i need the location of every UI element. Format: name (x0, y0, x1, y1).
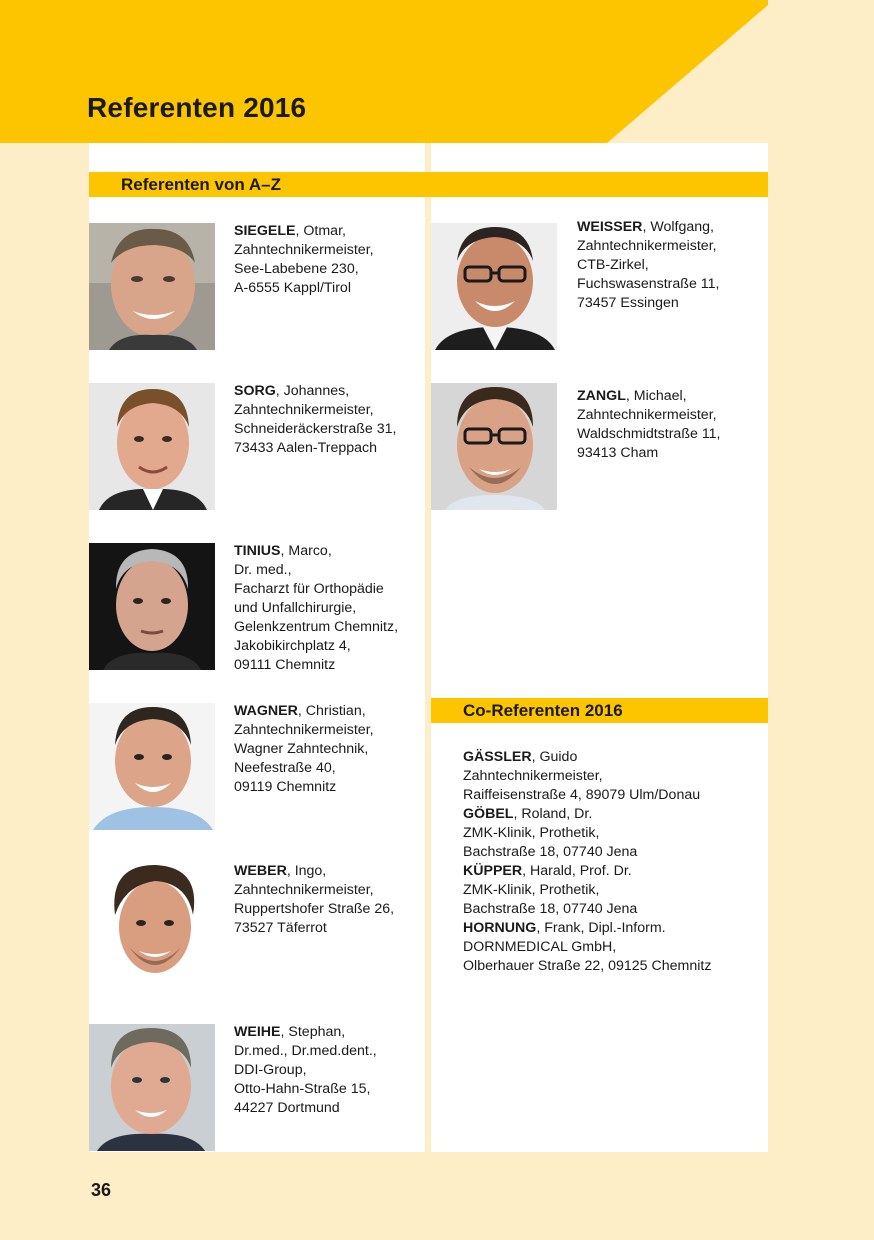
address-line: DORNMEDICAL GmbH, (463, 939, 617, 955)
referent-info (234, 542, 398, 675)
address-line: Zahntechnikermeister, (577, 238, 717, 254)
referent-surname: WEISSER (577, 219, 643, 235)
referent-heading (577, 387, 721, 406)
referent-surname: SIEGELE (234, 223, 296, 239)
address-line: Zahntechnikermeister, (463, 768, 603, 784)
referent-info (234, 382, 396, 458)
address-line: A-6555 Kappl/Tirol (234, 280, 351, 296)
address-line: Dr.med., Dr.med.dent., (234, 1043, 377, 1059)
referent-heading (234, 702, 374, 721)
page-title: Referenten 2016 (87, 92, 307, 123)
referent-info (577, 218, 719, 313)
address-line: Raiffeisenstraße 4, 89079 Ulm/Donau (463, 787, 701, 803)
referent-info (577, 387, 721, 463)
address-line: See-Labebene 230, (234, 261, 359, 277)
referent-firstname: , Ingo, (286, 863, 327, 879)
co-referent-surname: HORNUNG (463, 920, 537, 936)
referent-firstname: , Michael, (625, 388, 687, 404)
address-line: 73433 Aalen-Treppach (234, 440, 378, 456)
address-line: 09111 Chemnitz (234, 657, 336, 673)
referent-surname: WAGNER (234, 703, 298, 719)
referent-surname: WEIHE (234, 1024, 281, 1040)
co-referenten-list (463, 748, 711, 976)
portrait-photo (89, 1024, 215, 1151)
co-referent-firstname: , Guido (531, 749, 578, 765)
address-line: Waldschmidtstraße 11, (577, 426, 721, 442)
address-line: ZMK-Klinik, Prothetik, (463, 882, 600, 898)
address-line: Gelenkzentrum Chemnitz, (234, 619, 399, 635)
referent-heading (234, 1023, 377, 1042)
address-line: Fuchswasenstraße 11, (577, 276, 720, 292)
referent-info (234, 1023, 377, 1118)
address-line: Dr. med., (234, 562, 292, 578)
address-line: Zahntechnikermeister, (234, 882, 374, 898)
referent-surname: WEBER (234, 863, 287, 879)
address-line: DDI-Group, (234, 1062, 307, 1078)
address-line: Otto-Hahn-Straße 15, (234, 1081, 371, 1097)
portrait-photo (89, 703, 215, 830)
address-line: Wagner Zahntechnik, (234, 741, 369, 757)
referent-heading (577, 218, 719, 237)
referent-firstname: , Wolfgang, (642, 219, 714, 235)
address-line: Zahntechnikermeister, (577, 407, 717, 423)
referent-surname: ZANGL (577, 388, 626, 404)
co-referent-firstname: , Harald, Prof. Dr. (522, 863, 632, 879)
referent-surname: TINIUS (234, 543, 281, 559)
referent-heading (234, 542, 398, 561)
address-line: Bachstraße 18, 07740 Jena (463, 901, 638, 917)
referent-firstname: , Marco, (280, 543, 332, 559)
portrait-photo (89, 383, 215, 510)
address-line: CTB-Zirkel, (577, 257, 649, 273)
page-number: 36 (91, 1180, 112, 1200)
address-line: Olberhauer Straße 22, 09125 Chemnitz (463, 958, 712, 974)
address-line: 09119 Chemnitz (234, 779, 337, 795)
section-header-co-referenten: Co-Referenten 2016 (431, 698, 768, 723)
address-line: Zahntechnikermeister, (234, 242, 374, 258)
address-line: ZMK-Klinik, Prothetik, (463, 825, 600, 841)
address-line: 44227 Dortmund (234, 1100, 340, 1116)
referent-info (234, 862, 394, 938)
referent-heading (234, 222, 374, 241)
co-referent-surname: GÄSSLER (463, 749, 532, 765)
co-referent-surname: GÖBEL (463, 806, 514, 822)
address-line: Schneideräckerstraße 31, (234, 421, 397, 437)
referent-firstname: , Stephan, (280, 1024, 346, 1040)
portrait-photo (89, 863, 215, 990)
co-referent-heading (463, 748, 711, 767)
portrait-photo (431, 223, 557, 350)
address-line: Bachstraße 18, 07740 Jena (463, 844, 638, 860)
portrait-photo (89, 223, 215, 350)
address-line: 73457 Essingen (577, 295, 679, 311)
address-line: Zahntechnikermeister, (234, 402, 374, 418)
address-line: Facharzt für Orthopädie (234, 581, 384, 597)
referent-firstname: , Johannes, (275, 383, 350, 399)
address-line: Jakobikirchplatz 4, (234, 638, 351, 654)
referent-info (234, 702, 374, 797)
referent-surname: SORG (234, 383, 276, 399)
referent-firstname: , Otmar, (295, 223, 346, 239)
section-header-referenten: Referenten von A–Z (89, 172, 768, 197)
address-line: 93413 Cham (577, 445, 659, 461)
address-line: Zahntechnikermeister, (234, 722, 374, 738)
referent-heading (234, 382, 396, 401)
co-referent-heading (463, 919, 711, 938)
portrait-photo (89, 543, 215, 670)
referent-heading (234, 862, 394, 881)
co-referent-surname: KÜPPER (463, 863, 523, 879)
referent-firstname: , Christian, (297, 703, 366, 719)
co-referent-firstname: , Frank, Dipl.-Inform. (536, 920, 666, 936)
address-line: 73527 Täferrot (234, 920, 327, 936)
co-referent-firstname: , Roland, Dr. (513, 806, 593, 822)
portrait-photo (431, 383, 557, 510)
address-line: Ruppertshofer Straße 26, (234, 901, 395, 917)
address-line: Neefestraße 40, (234, 760, 336, 776)
co-referent-heading (463, 805, 711, 824)
address-line: und Unfallchirurgie, (234, 600, 357, 616)
referent-info (234, 222, 374, 298)
co-referent-heading (463, 862, 711, 881)
